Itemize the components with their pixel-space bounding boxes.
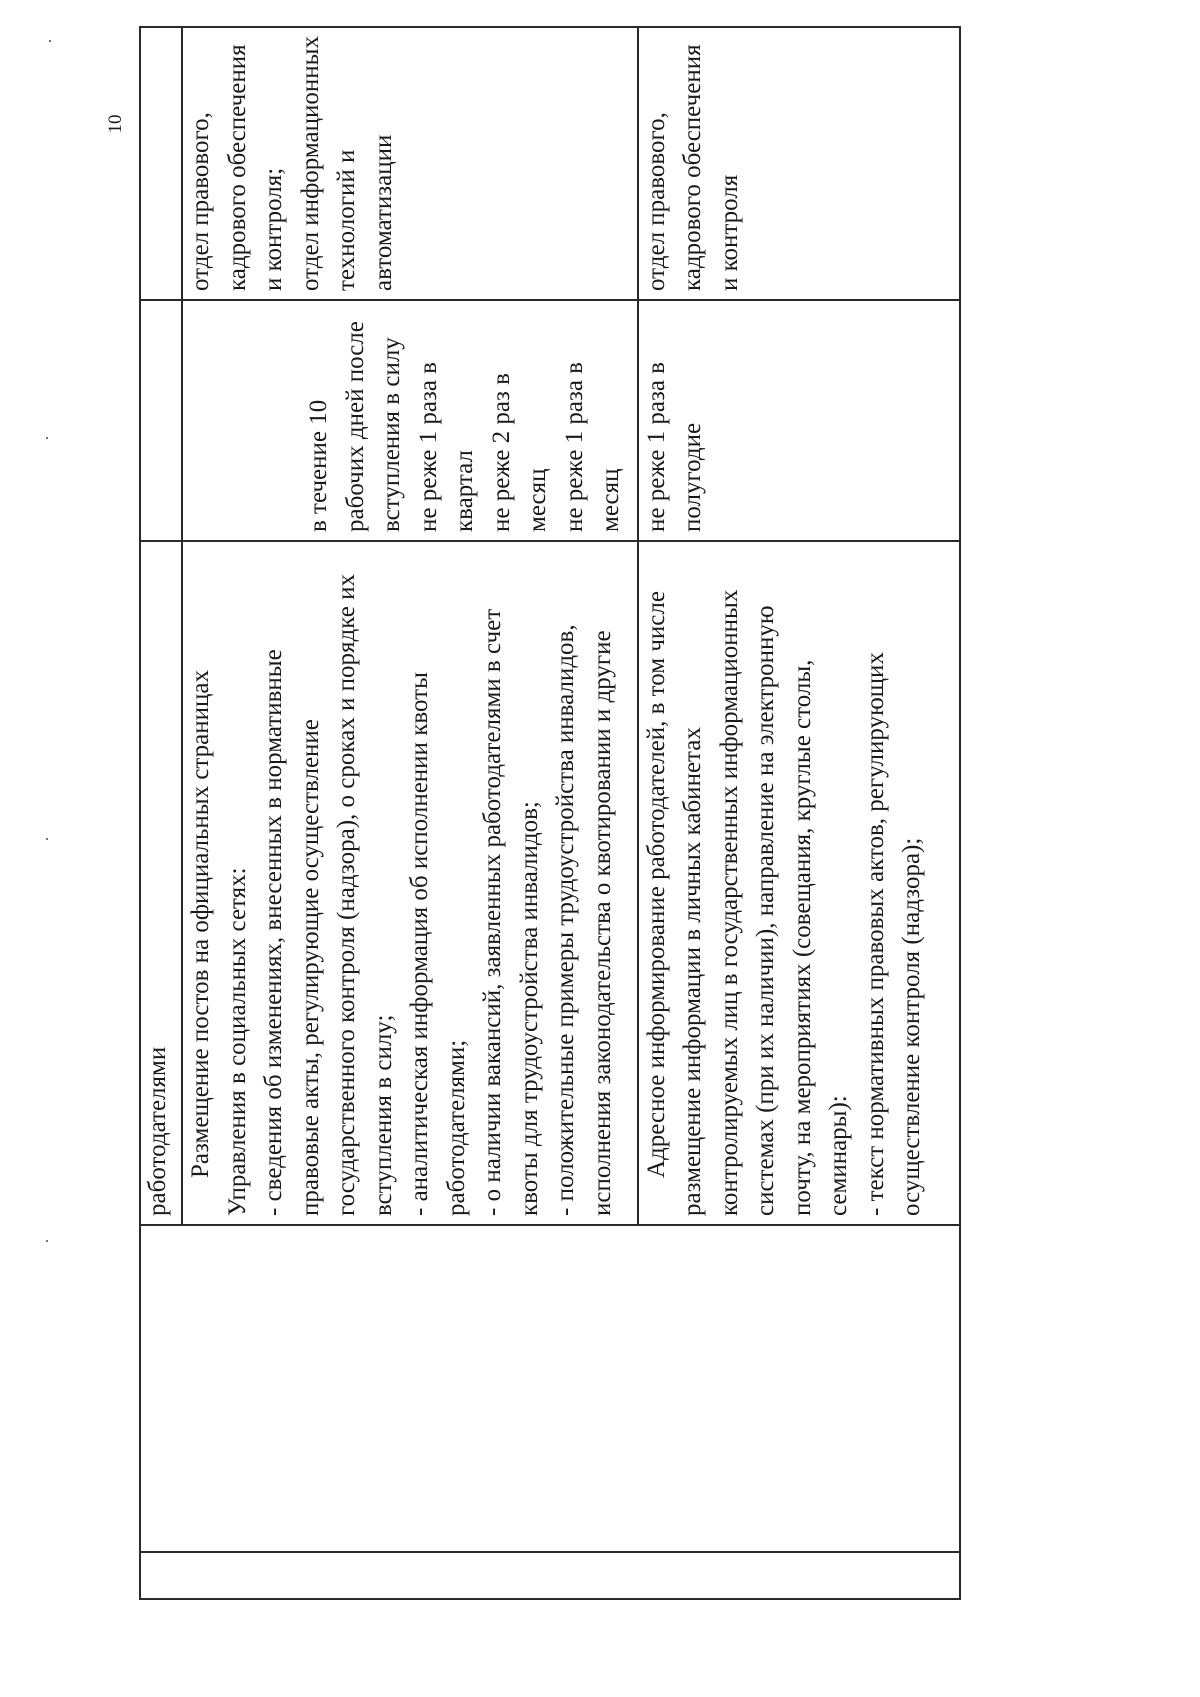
- plan-table: [139, 26, 961, 1600]
- frequency-text: не реже 1 раза в полугодие: [642, 362, 707, 532]
- number-cell: [140, 1552, 960, 1599]
- frequency-cell: [638, 300, 960, 541]
- activity-cell: [182, 541, 637, 1225]
- page-number: 10: [105, 114, 126, 134]
- responsible-text: отдел правового, кадрового обеспечения и контроля: [642, 44, 743, 291]
- scan-speck: [46, 838, 48, 840]
- continued-frequency-cell: [140, 300, 182, 541]
- continued-activity-text: работодателями: [144, 1046, 171, 1216]
- scan-speck: [46, 437, 48, 439]
- scan-speck: [46, 1240, 48, 1242]
- responsible-cell: [638, 27, 960, 300]
- continued-responsible-cell: [140, 27, 182, 300]
- activity-cell: [638, 541, 960, 1225]
- activity-text: Размещение постов на официальных страницах Управления в социальных сетях: - сведения об изменениях, внесенных в нормативные правовые акты, регулирующие осуществление государственного контроля (надзора), о сроках и порядке их вступления в силу; - аналитическая информация об исполнении квоты работодателями; - о наличии вакансий, заявленных работодателями в счет квоты для трудоустройства инвалидов; - положительные примеры трудоустройства инвалидов, исполнения законодательства о квотировании и другие: [187, 574, 616, 1216]
- category-cell: [140, 1225, 960, 1552]
- table-row-continuation: [140, 27, 182, 1599]
- frequency-cell: [182, 300, 637, 541]
- continued-activity-cell: [140, 541, 182, 1225]
- scan-speck: [49, 40, 51, 42]
- responsible-text: отдел правового, кадрового обеспечения и контроля; отдел информационных технологий и автоматизации: [187, 36, 397, 291]
- frequency-text: в течение 10 рабочих дней после вступления в силу не реже 1 раза в квартал не реже 2 раз в месяц не реже 1 раза в месяц: [305, 321, 625, 532]
- responsible-cell: [182, 27, 637, 300]
- table-rotator: [139, 28, 961, 1600]
- activity-text: Адресное информирование работодателей, в том числе размещение информации в личных кабинетах контролируемых лиц в государственных информационных системах (при их наличии), направление на электронную почту, на мероприятиях (совещания, круглые столы, семинары): - текст нормативных правовых актов, регулирующих осуществление контроля (надзора);: [642, 589, 926, 1216]
